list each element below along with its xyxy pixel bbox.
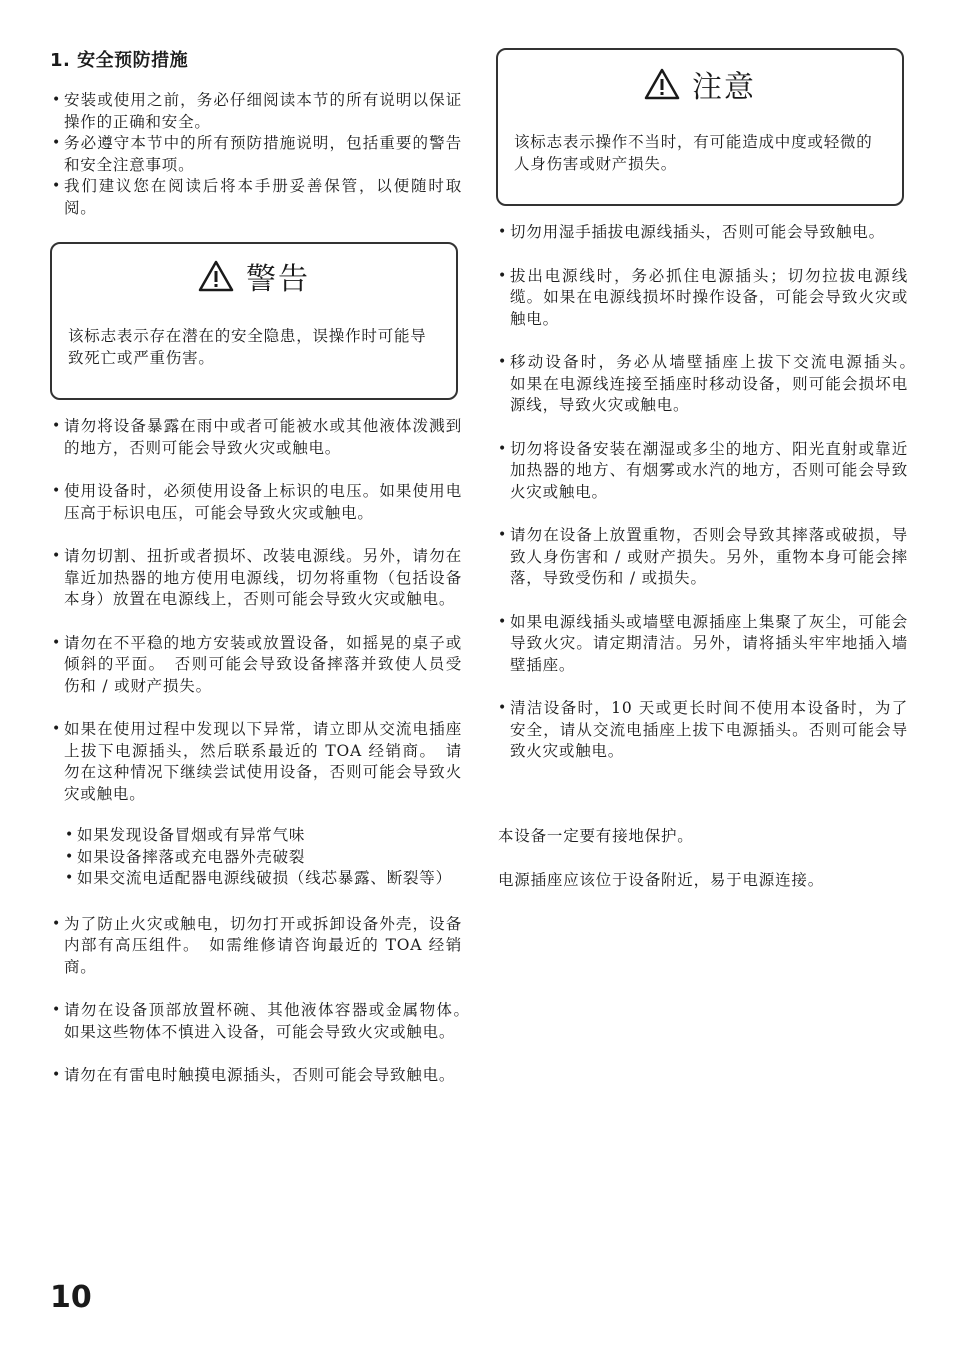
caution-item: • 清洁设备时，10 天或更长时间不使用本设备时，为了安全，请从交流电插座上拔下电源插头。否则可能会导致火灾或触电。	[496, 698, 908, 763]
warning-list	[50, 416, 462, 805]
warning-item: • 请勿切割、扭折或者损坏、改装电源线。另外，请勿在靠近加热器的地方使用电源线，切勿将重物（包括设备本身）放置在电源线上，否则可能会导致火灾或触电。	[50, 546, 462, 611]
caution-item: • 请勿在设备上放置重物，否则会导致其摔落或破损，导致人身伤害和 / 或财产损失。另外，重物本身可能会摔落，导致受伤和 / 或损失。	[496, 525, 908, 590]
abnormal-list	[63, 825, 462, 890]
section-title: 1. 安全预防措施	[50, 50, 189, 71]
caution-item: • 拔出电源线时，务必抓住电源插头；切勿拉拔电源线缆。如果在电源线损坏时操作设备，可能会导致火灾或触电。	[496, 266, 908, 331]
intro-item: • 安装或使用之前，务必仔细阅读本节的所有说明以保证操作的正确和安全。	[50, 90, 462, 133]
page-number: 10	[50, 1280, 92, 1315]
warning-heading	[52, 254, 456, 298]
caution-triangle-icon	[644, 68, 680, 100]
caution-box	[496, 48, 904, 206]
left-column	[50, 48, 462, 219]
warning-title: 警告	[246, 262, 310, 297]
warning-items-column	[50, 416, 479, 1087]
abnormal-item: • 如果设备摔落或充电器外壳破裂	[63, 847, 462, 869]
caution-heading	[498, 62, 902, 106]
warning-item: • 请勿在有雷电时触摸电源插头，否则可能会导致触电。	[50, 1065, 462, 1087]
caution-item: • 切勿用湿手插拔电源线插头，否则可能会导致触电。	[496, 222, 908, 244]
grounding-note: 本设备一定要有接地保护。	[498, 827, 694, 845]
warning-item: • 请勿将设备暴露在雨中或者可能被水或其他液体泼溅到的地方，否则可能会导致火灾或触电。	[50, 416, 462, 459]
intro-list	[50, 90, 462, 219]
caution-description: 该标志表示操作不当时，有可能造成中度或轻微的人身伤害或财产损失。	[514, 133, 873, 173]
abnormal-item: • 如果发现设备冒烟或有异常气味	[63, 825, 462, 847]
warning-item: • 使用设备时，必须使用设备上标识的电压。如果使用电压高于标识电压，可能会导致火灾或触电。	[50, 481, 462, 524]
outlet-note: 电源插座应该位于设备附近，易于电源连接。	[498, 871, 825, 889]
warning-triangle-icon	[198, 260, 234, 292]
caution-item: • 移动设备时，务必从墙壁插座上拔下交流电源插头。 如果在电源线连接至插座时移动设备，则可能会损坏电源线，导致火灾或触电。	[496, 352, 908, 417]
warning-item: • 请勿在设备顶部放置杯碗、其他液体容器或金属物体。 如果这些物体不慎进入设备，可能会导致火灾或触电。	[50, 1000, 462, 1043]
caution-title: 注意	[692, 70, 756, 105]
warning-item: • 为了防止火灾或触电，切勿打开或拆卸设备外壳，设备内部有高压组件。 如需维修请咨询最近的 TOA 经销商。	[50, 914, 462, 979]
caution-item: • 切勿将设备安装在潮湿或多尘的地方、阳光直射或靠近加热器的地方、有烟雾或水汽的地方，否则可能会导致火灾或触电。	[496, 439, 908, 504]
warning-list-2	[50, 914, 479, 1087]
intro-item: • 务必遵守本节中的所有预防措施说明，包括重要的警告和安全注意事项。	[50, 133, 462, 176]
warning-item: • 如果在使用过程中发现以下异常，请立即从交流电插座上拔下电源插头，然后联系最近的 TOA 经销商。 请勿在这种情况下继续尝试使用设备，否则可能会导致火灾或触电。	[50, 719, 462, 805]
warning-description: 该标志表示存在潜在的安全隐患，误操作时可能导致死亡或严重伤害。	[68, 327, 427, 367]
intro-item: • 我们建议您在阅读后将本手册妥善保管，以便随时取阅。	[50, 176, 462, 219]
abnormal-item: • 如果交流电适配器电源线破损（线芯暴露、断裂等）	[63, 868, 462, 890]
warning-item: • 请勿在不平稳的地方安装或放置设备，如摇晃的桌子或倾斜的平面。 否则可能会导致设备摔落并致使人员受伤和 / 或财产损失。	[50, 633, 462, 698]
caution-item: • 如果电源线插头或墙壁电源插座上集聚了灰尘，可能会导致火灾。请定期清洁。另外，请将插头牢牢地插入墙壁插座。	[496, 612, 908, 677]
caution-list	[496, 222, 925, 763]
warning-box	[50, 242, 458, 400]
caution-items-column	[496, 222, 925, 763]
